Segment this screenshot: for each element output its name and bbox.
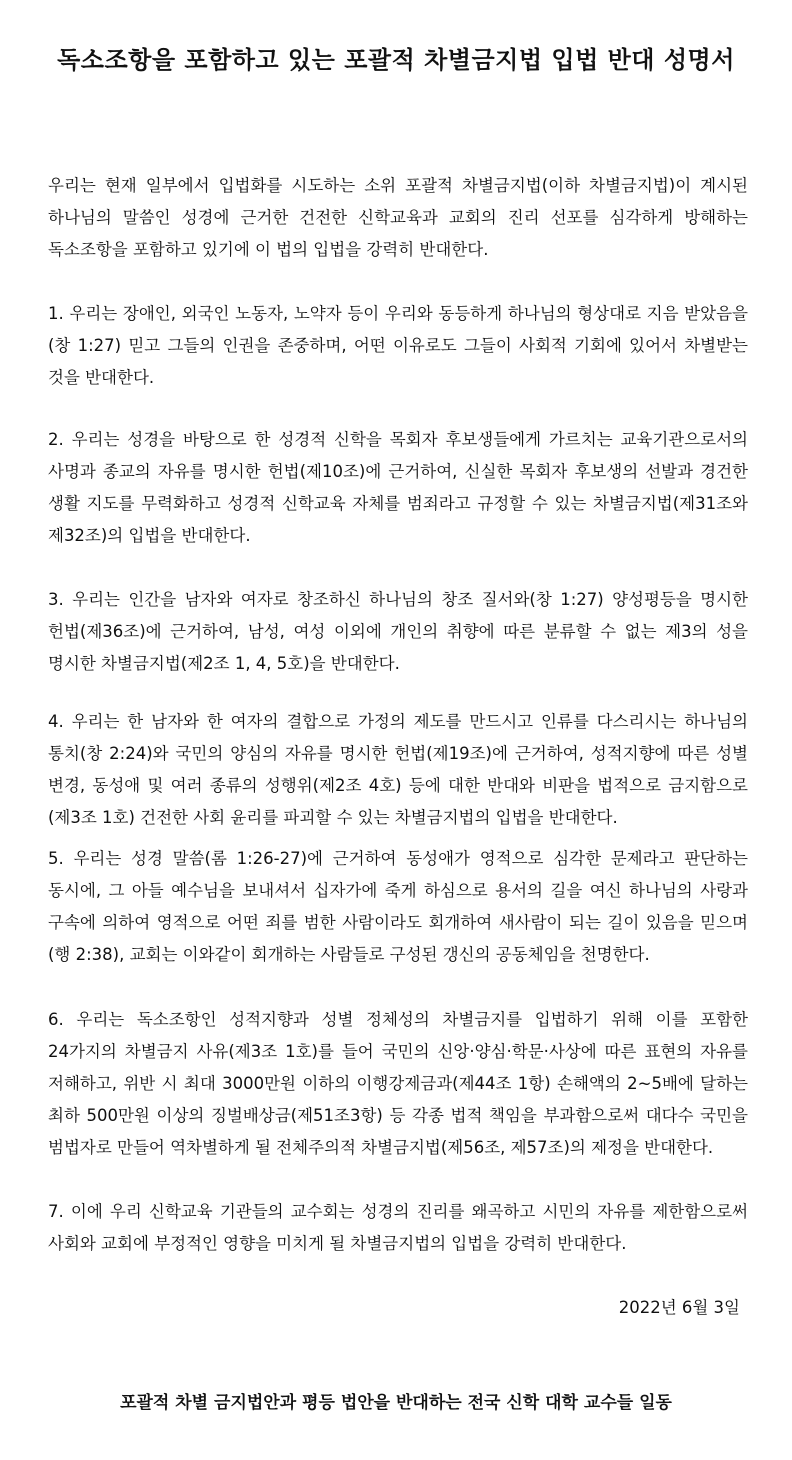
signatory-line: 포괄적 차별 금지법안과 평등 법안을 반대하는 전국 신학 대학 교수들 일동	[120, 1393, 672, 1413]
statement-item-7: 7. 이에 우리 신학교육 기관들의 교수회는 성경의 진리를 왜곡하고 시민의 자유를 제한함으로써 사회와 교회에 부정적인 영향을 미치게 될 차별금지법의 입법을 강력히 반대한다.	[48, 1202, 748, 1253]
statement-date: 2022년 6월 3일	[618, 1298, 740, 1317]
statement-item-4: 4. 우리는 한 남자와 한 여자의 결합으로 가정의 제도를 만드시고 인류를 다스리시는 하나님의 통치(창 2:24)와 국민의 양심의 자유를 명시한 헌법(제19조)에 근거하여, 성적지향에 따른 성별 변경, 동성애 및 여러 종류의 성행위(제2조 4호) 등에 대한 반대와 비판을 법적으로 금지함으로(제3조 1호) 건전한 사회 윤리를 파괴할 수 있는 차별금지법의 입법을 반대한다.	[48, 712, 748, 826]
document-title: 독소조항을 포함하고 있는 포괄적 차별금지법 입법 반대 성명서	[57, 45, 735, 74]
statement-item-5: 5. 우리는 성경 말씀(롬 1:26-27)에 근거하여 동성애가 영적으로 심각한 문제라고 판단하는 동시에, 그 아들 예수님을 보내셔서 십자가에 죽게 하심으로 용서의 길을 여신 하나님의 사랑과 구속에 의하여 영적으로 어떤 죄를 범한 사람이라도 회개하여 새사람이 되는 길이 있음을 믿으며(행 2:38), 교회는 이와같이 회개하는 사람들로 구성된 갱신의 공동체임을 천명한다.	[48, 849, 748, 964]
intro-paragraph: 우리는 현재 일부에서 입법화를 시도하는 소위 포괄적 차별금지법(이하 차별금지법)이 계시된 하나님의 말씀인 성경에 근거한 건전한 신학교육과 교회의 진리 선포를 심각하게 방해하는 독소조항을 포함하고 있기에 이 법의 입법을 강력히 반대한다.	[48, 176, 748, 259]
statement-item-2: 2. 우리는 성경을 바탕으로 한 성경적 신학을 목회자 후보생들에게 가르치는 교육기관으로서의 사명과 종교의 자유를 명시한 헌법(제10조)에 근거하여, 신실한 목회자 후보생의 선발과 경건한 생활 지도를 무력화하고 성경적 신학교육 자체를 범죄라고 규정할 수 있는 차별금지법(제31조와 제32조)의 입법을 반대한다.	[48, 430, 748, 545]
statement-item-3: 3. 우리는 인간을 남자와 여자로 창조하신 하나님의 창조 질서와(창 1:27) 양성평등을 명시한 헌법(제36조)에 근거하여, 남성, 여성 이외에 개인의 취향에 따른 분류할 수 없는 제3의 성을 명시한 차별금지법(제2조 1, 4, 5호)을 반대한다.	[48, 590, 748, 673]
statement-item-1: 1. 우리는 장애인, 외국인 노동자, 노약자 등이 우리와 동등하게 하나님의 형상대로 지음 받았음을(창 1:27) 믿고 그들의 인권을 존중하며, 어떤 이유로도 그들이 사회적 기회에 있어서 차별받는 것을 반대한다.	[48, 304, 748, 387]
statement-item-6: 6. 우리는 독소조항인 성적지향과 성별 정체성의 차별금지를 입법하기 위해 이를 포함한 24가지의 차별금지 사유(제3조 1호)를 들어 국민의 신앙·양심·학문·사상에 따른 표현의 자유를 저해하고, 위반 시 최대 3000만원 이하의 이행강제금과(제44조 1항) 손해액의 2~5배에 달하는 최하 500만원 이상의 징벌배상금(제51조3항) 등 각종 법적 책임을 부과함으로써 대다수 국민을 범법자로 만들어 역차별하게 될 전체주의적 차별금지법(제56조, 제57조)의 제정을 반대한다.	[48, 1010, 748, 1157]
